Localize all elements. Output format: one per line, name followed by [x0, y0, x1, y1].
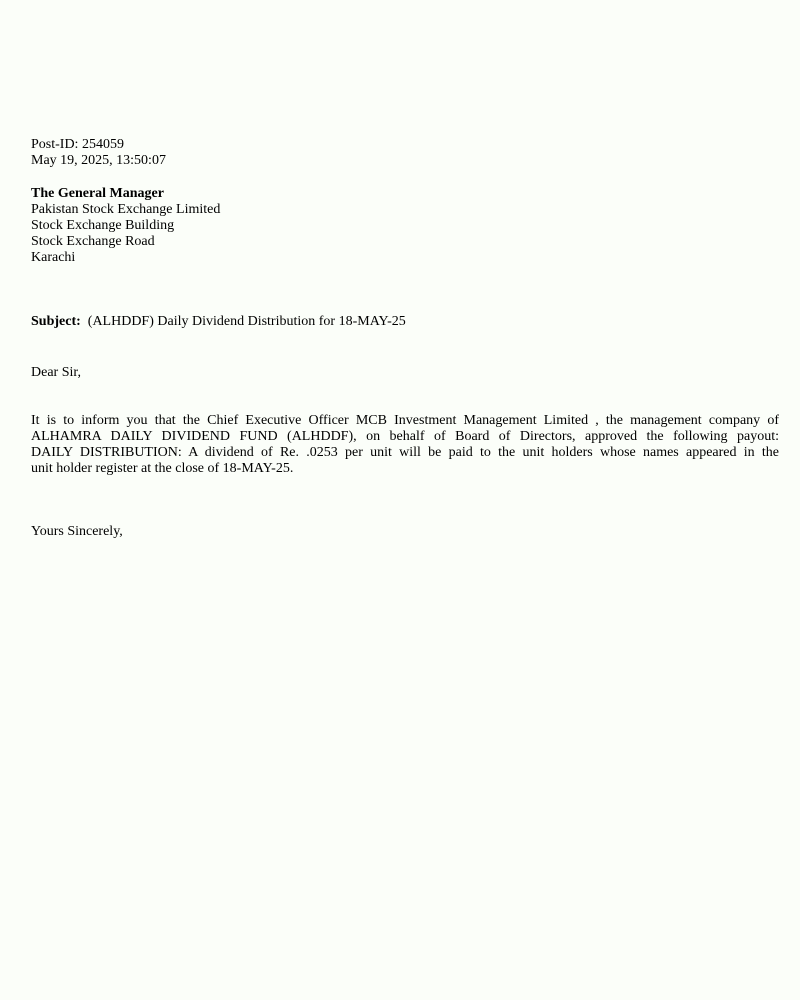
- closing: Yours Sincerely,: [31, 524, 123, 539]
- body-line: It is to inform you that the Chief Executive Officer MCB Investment Management Limited , the management company of: [31, 413, 779, 428]
- meta-block: [31, 137, 779, 169]
- recipient-line: Karachi: [31, 250, 76, 265]
- recipient-line: Stock Exchange Building: [31, 218, 175, 233]
- body-paragraph: [31, 413, 779, 477]
- body-line: unit holder register at the close of 18-MAY-25.: [31, 461, 294, 476]
- post-id-line: Post-ID: 254059: [31, 137, 124, 152]
- recipient-title: The General Manager: [31, 186, 164, 201]
- body-line: DAILY DISTRIBUTION: A dividend of Re. .0253 per unit will be paid to the unit holders whose names appeared in the: [31, 445, 779, 460]
- recipient-block: [31, 186, 779, 266]
- subject-label: Subject:: [31, 314, 81, 329]
- recipient-line: Stock Exchange Road: [31, 234, 155, 249]
- salutation: Dear Sir,: [31, 365, 81, 380]
- datetime-line: May 19, 2025, 13:50:07: [31, 153, 166, 168]
- body-line: ALHAMRA DAILY DIVIDEND FUND (ALHDDF), on behalf of Board of Directors, approved the following payout:: [31, 429, 779, 444]
- subject-line: [31, 314, 779, 330]
- recipient-line: Pakistan Stock Exchange Limited: [31, 202, 221, 217]
- subject-text: (ALHDDF) Daily Dividend Distribution for 18-MAY-25: [87, 314, 406, 329]
